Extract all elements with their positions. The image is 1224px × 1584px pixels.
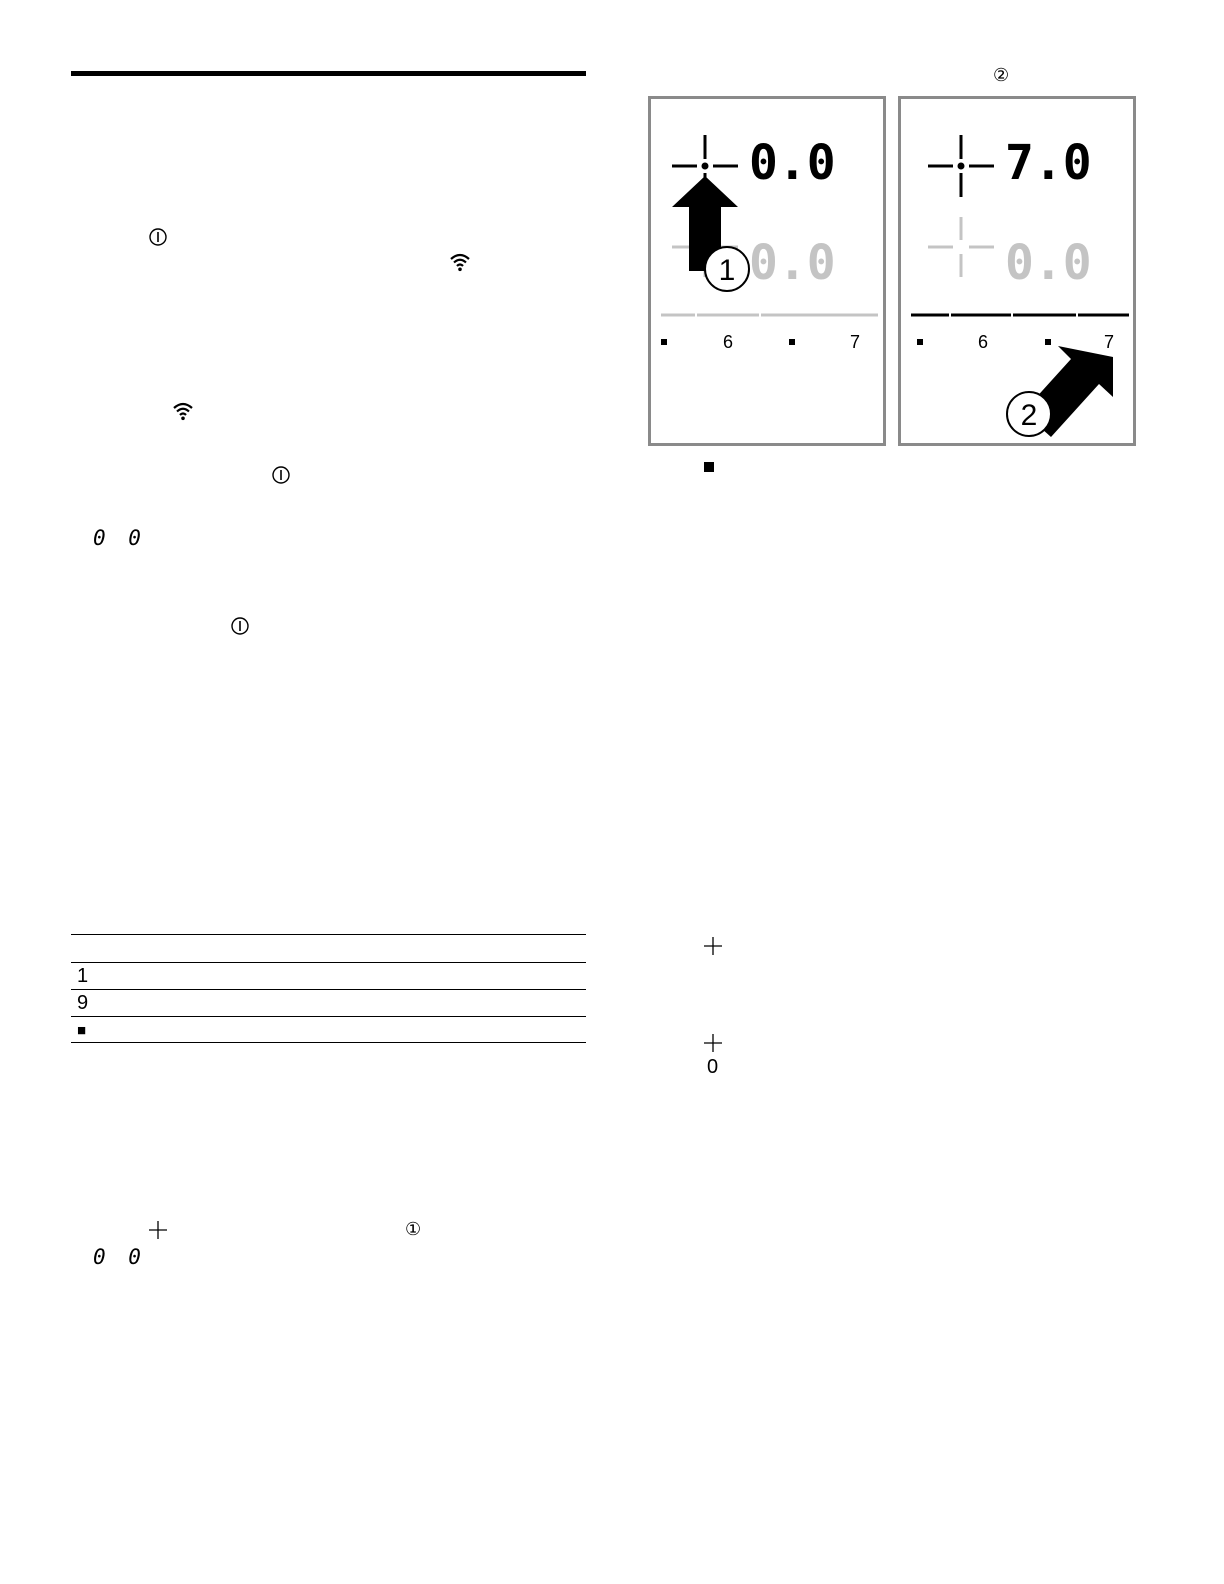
table-row: ■ [71, 1016, 586, 1043]
callout-badge-label: 1 [718, 254, 736, 287]
display-panel-before [648, 96, 886, 446]
display-panel-after [898, 96, 1136, 446]
power-level-bottom: 0.0 [749, 235, 836, 291]
power-level-top: 0.0 [749, 135, 836, 191]
square-bullet-icon [917, 339, 923, 345]
power-icon [148, 227, 168, 247]
display-readout: 0 0 [93, 1245, 146, 1269]
scale-label: 7 [849, 332, 861, 352]
wifi-icon [172, 401, 194, 421]
power-level-top: 7.0 [1005, 135, 1092, 191]
scale-label: 6 [722, 332, 734, 352]
power-level-bottom: 0.0 [1005, 235, 1092, 291]
wifi-icon [449, 252, 471, 272]
scale-label: 7 [1103, 332, 1115, 352]
table-header-row [71, 934, 586, 962]
display-readout: 0 0 [93, 526, 146, 550]
table-row: 1 [71, 962, 586, 989]
section-rule [71, 71, 586, 76]
power-icon [230, 616, 250, 636]
settings-table [71, 934, 586, 1043]
table-row: 9 [71, 989, 586, 1016]
callout-number: ① [405, 1219, 422, 1239]
square-bullet-icon [1045, 339, 1051, 345]
power-icon [271, 465, 291, 485]
callout-number: ② [993, 65, 1010, 85]
plus-icon [148, 1220, 168, 1240]
square-bullet-icon [789, 339, 795, 345]
square-bullet-icon [704, 462, 714, 472]
plus-icon [703, 1033, 723, 1053]
square-bullet-icon [661, 339, 667, 345]
plus-icon [703, 936, 723, 956]
callout-badge-label: 2 [1020, 399, 1038, 432]
setting-value: 0 [707, 1056, 719, 1078]
scale-label: 6 [977, 332, 989, 352]
